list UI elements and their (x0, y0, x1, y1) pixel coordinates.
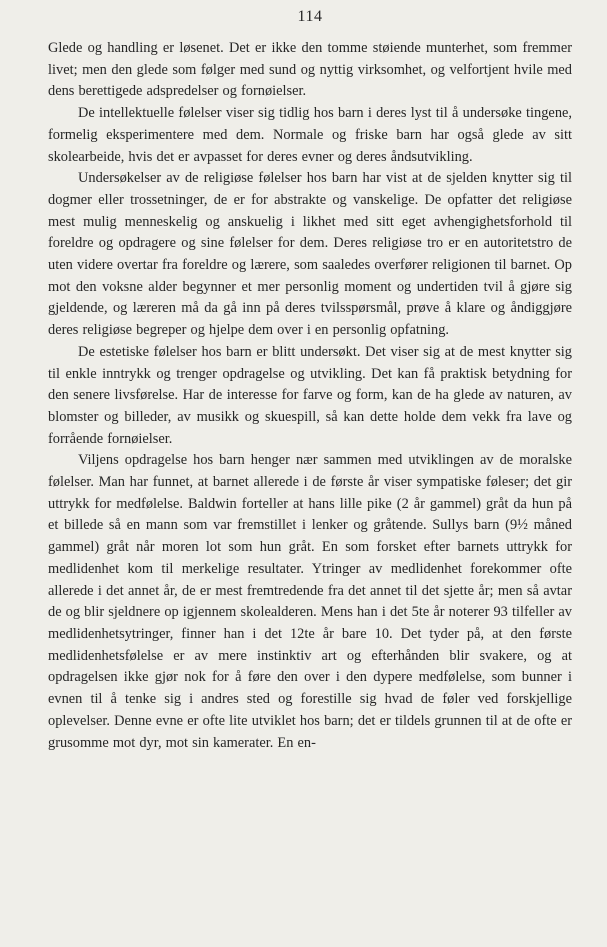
paragraph-religious-feelings: Undersøkelser av de religiøse følelser hos barn har vist at de sjelden knytter sig til dogmer eller trossetninger, de er for abstrakte og vanskelige. De opfatter det religiøse mest mulig menneskelig og anskuelig i likhet med sitt eget avhengighetsforhold til foreldre og opdragere og sine følelser for dem. Deres religiøse tro er en autoritetstro de uten videre overtar fra foreldre og lærere, som saaledes overfører religionen til barnet. Op mot den voksne alder begynner et mer personlig moment og undertiden tvil å gjøre sig gjeldende, og læreren må da gå inn på deres tvilsspørsmål, prøve å klare og åndiggjøre deres religiøse begreper og hjelpe dem over i en personlig opfatning. (48, 170, 572, 339)
page-number: 114 (297, 8, 323, 25)
paragraph-aesthetic-feelings: De estetiske følelser hos barn er blitt undersøkt. Det viser sig at de mest knytter sig til enkle inntrykk og trenger opdragelse og utvikling. Det kan få praktisk betydning for den senere livsførelse. Har de interesse for farve og form, kan de ha glede av naturen, av blomster og billeder, av musikk og skuespill, så kan dette holde dem vekk fra lave og forrående fornøielser. (48, 343, 572, 447)
paragraph-intellectual-feelings: De intellektuelle følelser viser sig tidlig hos barn i deres lyst til å undersøke tingene, formelig eksperimentere med dem. Normale og friske barn har også glede av sitt skolearbeide, hvis det er avpasset for deres evner og deres åndsutvikling. (48, 105, 572, 165)
paragraph-joy: Glede og handling er løsenet. Det er ikke den tomme støiende munterhet, som fremmer livet; men den glede som følger med sund og nyttig virksomhet, og velfortjent hvile med dens berettigede adspredelser og fornøielser. (48, 40, 572, 100)
paragraph-will-education: Viljens opdragelse hos barn henger nær sammen med utviklingen av de moralske følelser. Man har funnet, at barnet allerede i de første år viser sympatiske føleser; det gir uttrykk for medfølelse. Baldwin forteller at hans lille pike (2 år gammel) gråt da hun på et billede så en mann som var fremstillet i lenker og gråtende. Sullys barn (9½ måned gammel) gråt når moren lot som hun gråt. En som forsket efter barnets uttrykk for medlidenhet kom til merkelige resultater. Ytringer av medlidenhet forekommer ofte allerede i det annet år, de er mest fremtredende fra det annet til det sjette år; men så avtar de og blir sjeldnere op igjennem skolealderen. Mens han i det 5te år noterer 93 tilfeller av medlidenhetsytringer, finner han i det 12te år bare 10. Det tyder på, at den første medlidenhetsfølelse er av mere instinktiv art og efterhånden blir svakere, og at opdragelsen ikke gjør nok for å føre den over i den dypere medfølelse, som bunner i evnen til å tenke sig i andres sted og forestille sig hvad de føler ved forskjellige oplevelser. Denne evne er ofte lite utviklet hos barn; det er tildels grunnen til at de ofte er grusomme mot dyr, mot sin kamerater. En en- (48, 452, 572, 751)
